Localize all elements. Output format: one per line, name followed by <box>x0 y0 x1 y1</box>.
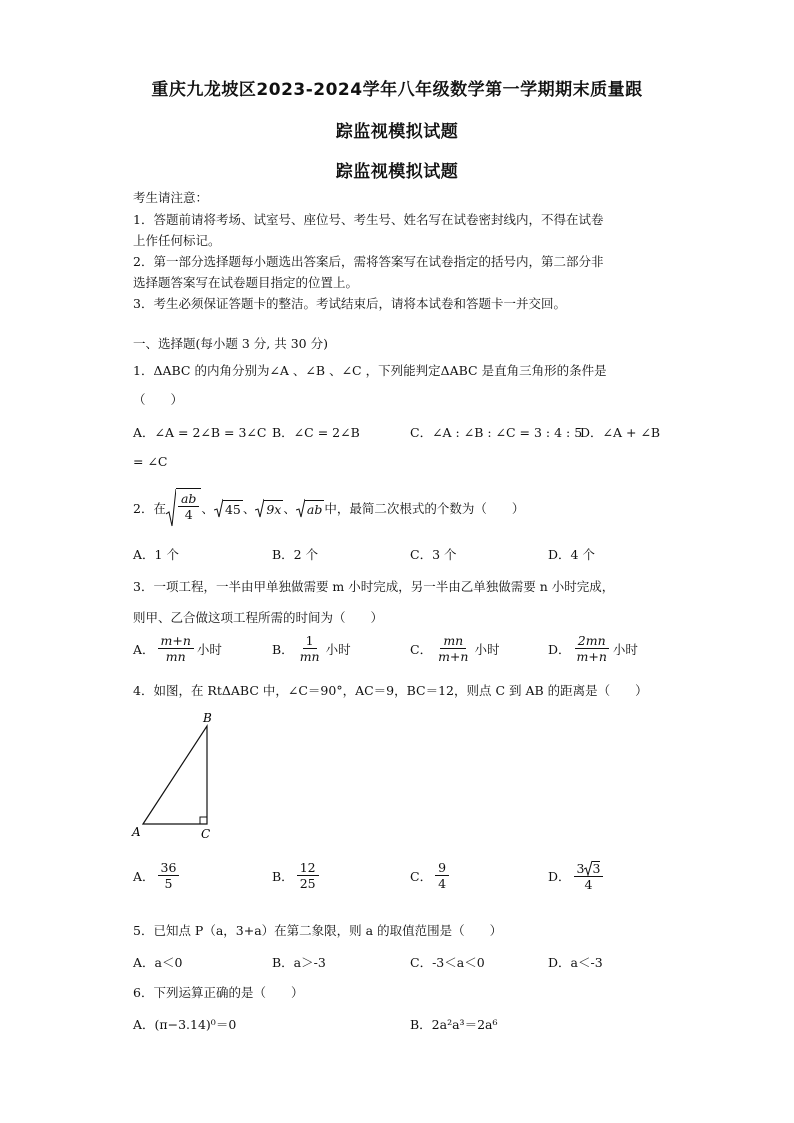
q5-option-d: D．a＜-3 <box>548 955 603 970</box>
q3-d-den: m+n <box>576 649 607 664</box>
radical-sign-icon <box>584 860 592 876</box>
q4-c-den: 4 <box>438 876 447 891</box>
q1-stem: 1．ΔABC 的内角分别为∠A 、∠B 、∠C ，下列能判定ΔABC 是直角三角形的条件是 <box>133 363 607 378</box>
q4-c-num: 9 <box>435 860 449 876</box>
notice-item-1a: 1．答题前请将考场、试室号、座位号、考生号、姓名写在试卷密封线内，不得在试卷 <box>133 212 604 227</box>
vertex-c-label: C <box>201 827 211 841</box>
q3-c-den: m+n <box>438 649 469 664</box>
q2-sep-2: 、 <box>242 501 256 516</box>
q4-d-den: 4 <box>584 877 593 892</box>
q3-b-den: mn <box>299 649 320 664</box>
q1-option-a: A．∠A = 2∠B = 3∠C <box>133 425 267 440</box>
q3-stem-a: 3．一项工程，一半由甲单独做需要 m 小时完成，另一半由乙单独做需要 n 小时完成， <box>133 579 615 594</box>
q3-d-unit: 小时 <box>612 641 638 657</box>
q3-option-c <box>410 633 499 664</box>
exam-title-line3: 踪监视模拟试题 <box>335 162 459 182</box>
q4-a-num: 36 <box>158 860 180 876</box>
q3-b-num: 1 <box>303 633 317 649</box>
q2-root-45 <box>214 498 243 519</box>
right-angle-mark <box>200 817 207 824</box>
q3-option-c-label: C． <box>410 641 433 657</box>
q2-stem <box>133 488 524 528</box>
q4-a-den: 5 <box>164 876 173 891</box>
radical-sign-icon <box>166 488 176 528</box>
q3-option-d <box>548 633 638 664</box>
q4-option-b <box>272 860 322 891</box>
vertex-b-label: B <box>203 711 212 725</box>
q1-paren: （ ） <box>133 392 184 407</box>
q3-b-unit: 小时 <box>325 641 351 657</box>
notice-item-2b: 选择题答案写在试卷题目指定的位置上。 <box>133 275 359 290</box>
q3-a-unit: 小时 <box>196 641 222 657</box>
q2-radicand-ab: ab <box>306 501 323 517</box>
q5-option-c: C．-3＜a＜0 <box>410 955 485 970</box>
triangle-shape <box>143 726 207 824</box>
q1-option-d: D．∠A + ∠B <box>580 425 661 440</box>
q1-option-b: B．∠C = 2∠B <box>272 425 360 440</box>
section-heading: 一、选择题(每小题 3 分, 共 30 分) <box>133 336 328 351</box>
q4-b-den: 25 <box>299 876 316 891</box>
q2-prefix: 2．在 <box>133 501 166 516</box>
q2-root-9x <box>255 498 283 519</box>
q5-option-b: B．a＞-3 <box>272 955 326 970</box>
q6-option-a: A．(π−3.14)⁰＝0 <box>133 1017 237 1032</box>
q2-suffix: 中，最简二次根式的个数为（ ） <box>324 501 525 516</box>
q4-option-a-label: A． <box>133 868 155 884</box>
q4-d-radicand: 3 <box>592 861 601 876</box>
q2-radicand-9x: 9x <box>266 501 282 517</box>
exam-title-line1: 重庆九龙坡区2023-2024学年八年级数学第一学期期末质量跟 <box>151 80 643 100</box>
q4-option-c-label: C． <box>410 868 433 884</box>
q2-sep-1: 、 <box>201 501 214 516</box>
radical-sign-icon <box>296 498 305 518</box>
q4-d-coef: 3 <box>576 860 585 876</box>
q2-root-frac <box>166 488 201 528</box>
q5-option-a: A．a＜0 <box>133 955 183 970</box>
q3-a-num: m+n <box>158 633 194 649</box>
q3-option-a <box>133 633 222 664</box>
q2-option-a: A．1 个 <box>133 547 179 562</box>
q4-stem: 4．如图，在 RtΔABC 中，∠C＝90°，AC＝9，BC＝12，则点 C 到 AB 的距离是（ ） <box>133 683 648 698</box>
q2-radicand-45: 45 <box>224 501 241 517</box>
q3-stem-b: 则甲、乙合做这项工程所需的时间为（ ） <box>133 610 384 625</box>
exam-title-line2: 踪监视模拟试题 <box>335 122 459 142</box>
q4-option-a <box>133 860 182 891</box>
notice-item-1b: 上作任何标记。 <box>133 233 221 248</box>
q2-option-c: C．3 个 <box>410 547 457 562</box>
q3-d-num: 2mn <box>575 633 609 649</box>
q2-sep-3: 、 <box>283 501 296 516</box>
radical-sign-icon <box>214 498 223 518</box>
q4-b-num: 12 <box>297 860 319 876</box>
q5-stem: 5．已知点 P（a，3+a）在第二象限，则 a 的取值范围是（ ） <box>133 923 503 938</box>
notice-item-3: 3．考生必须保证答题卡的整洁。考试结束后，请将本试卷和答题卡一并交回。 <box>133 296 566 311</box>
q2-frac-num: ab <box>178 491 199 507</box>
q3-option-b-label: B． <box>272 641 294 657</box>
q2-option-b: B．2 个 <box>272 547 319 562</box>
q3-a-den: mn <box>165 649 186 664</box>
vertex-a-label: A <box>132 825 141 839</box>
q4-option-d-label: D． <box>548 869 571 884</box>
q3-option-b <box>272 633 351 664</box>
q6-option-b: B．2a²a³＝2a⁶ <box>410 1017 498 1032</box>
notice-heading: 考生请注意： <box>133 190 209 205</box>
q2-frac-den: 4 <box>184 507 193 522</box>
q3-option-a-label: A． <box>133 641 155 657</box>
q2-option-d: D．4 个 <box>548 547 595 562</box>
q3-c-unit: 小时 <box>474 641 500 657</box>
q3-c-num: mn <box>440 633 466 649</box>
q2-root-ab <box>296 498 324 519</box>
q4-option-b-label: B． <box>272 868 294 884</box>
q4-option-c <box>410 860 452 891</box>
q6-stem: 6．下列运算正确的是（ ） <box>133 985 304 1000</box>
radical-sign-icon <box>255 498 264 518</box>
triangle-figure <box>130 708 220 843</box>
q1-option-c: C．∠A : ∠B : ∠C = 3 : 4 : 5 <box>410 425 583 440</box>
q3-option-d-label: D． <box>548 641 571 657</box>
q1-option-d-cont: = ∠C <box>133 454 168 469</box>
notice-item-2a: 2．第一部分选择题每小题选出答案后，需将答案写在试卷指定的括号内，第二部分非 <box>133 254 604 269</box>
q4-option-d <box>548 860 606 892</box>
